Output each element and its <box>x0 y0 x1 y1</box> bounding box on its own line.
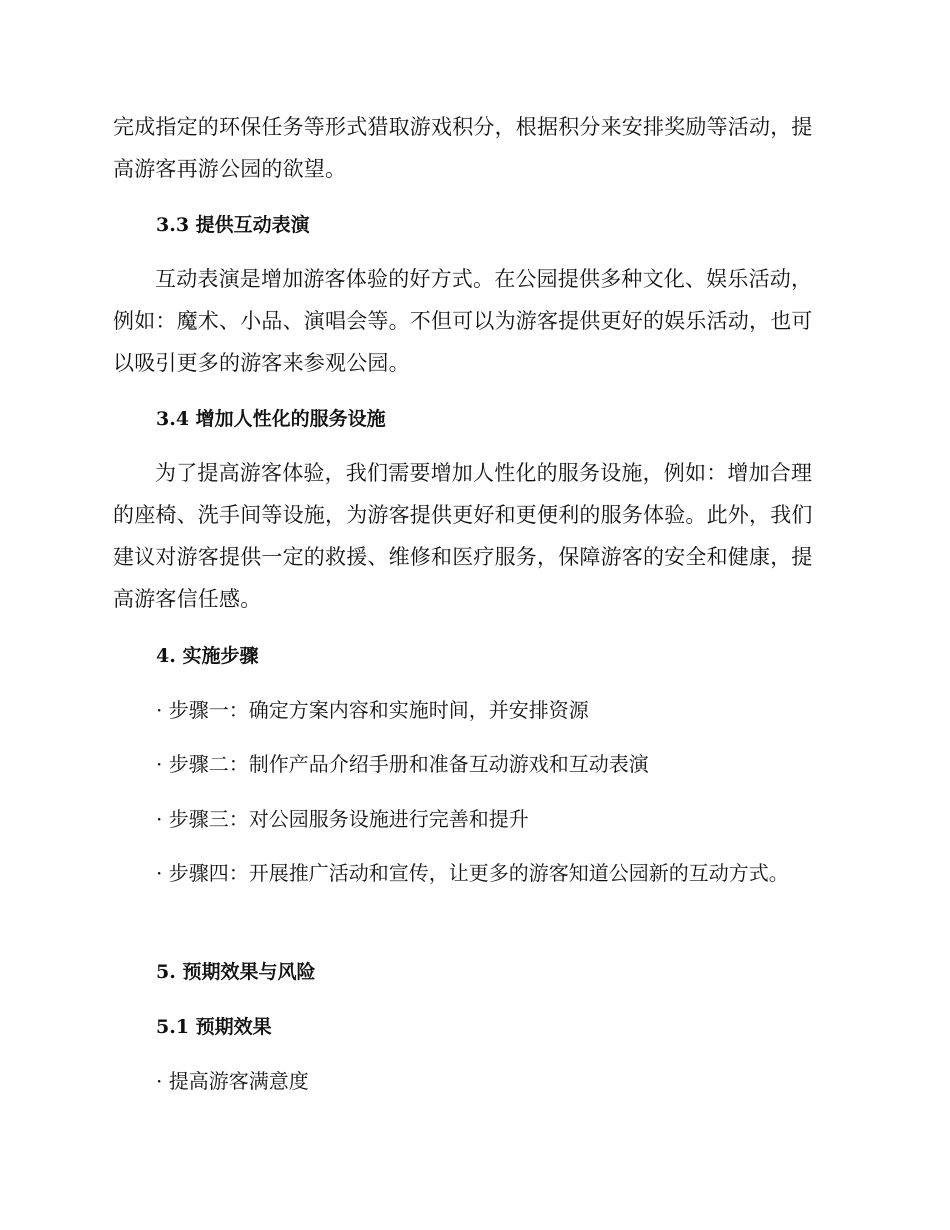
section-heading-4: 4. 实施步骤 <box>156 645 259 667</box>
paragraph-intro-continued: 完成指定的环保任务等形式猎取游戏积分，根据积分来安排奖励等活动，提高游客再游公园的欲望。 <box>113 115 813 181</box>
step-item: · 步骤四：开展推广活动和宣传，让更多的游客知道公园新的互动方式。 <box>156 861 789 885</box>
section-heading-5-1: 5.1 预期效果 <box>156 1016 272 1038</box>
paragraph-3-3: 互动表演是增加游客体验的好方式。在公园提供多种文化、娱乐活动，例如：魔术、小品、演唱会等。不但可以为游客提供更好的娱乐活动，也可以吸引更多的游客来参观公园。 <box>113 267 813 375</box>
step-item: · 步骤一：确定方案内容和实施时间，并安排资源 <box>156 698 589 722</box>
effect-item: · 提高游客满意度 <box>156 1069 309 1093</box>
section-heading-5: 5. 预期效果与风险 <box>156 961 316 983</box>
section-heading-3-4: 3.4 增加人性化的服务设施 <box>156 408 386 430</box>
step-item: · 步骤二：制作产品介绍手册和准备互动游戏和互动表演 <box>156 752 649 776</box>
step-item: · 步骤三：对公园服务设施进行完善和提升 <box>156 807 529 831</box>
paragraph-3-4: 为了提高游客体验，我们需要增加人性化的服务设施，例如：增加合理的座椅、洗手间等设施，为游客提供更好和更便利的服务体验。此外，我们建议对游客提供一定的救援、维修和医疗服务，保障游客的安全和健康，提高游客信任感。 <box>113 461 813 611</box>
section-heading-3-3: 3.3 提供互动表演 <box>156 214 310 236</box>
